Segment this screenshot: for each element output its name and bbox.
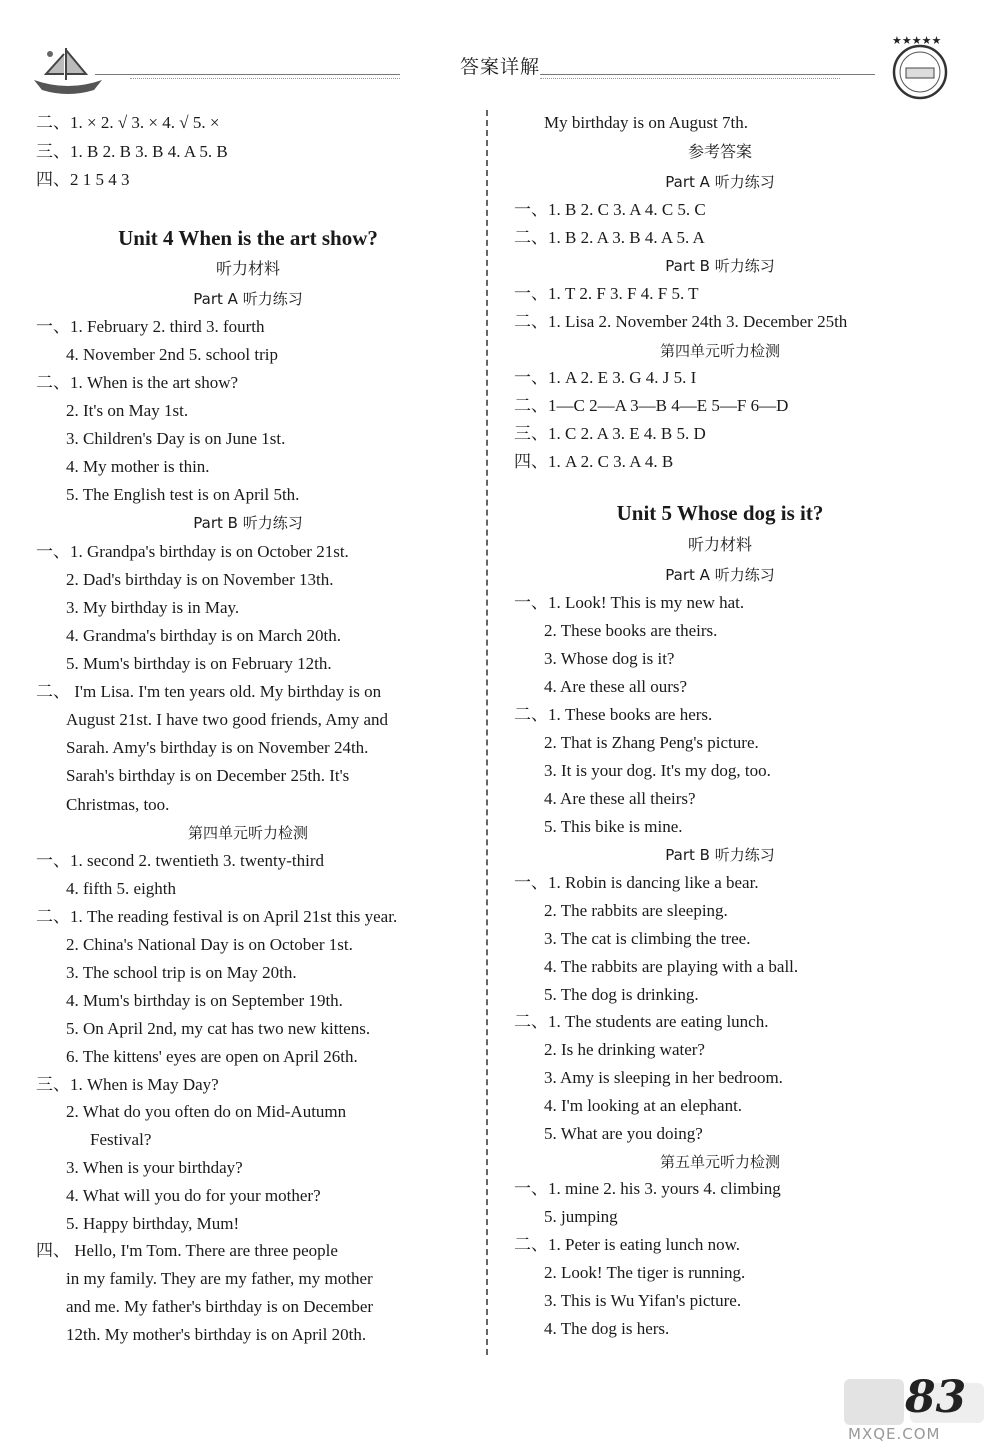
- left-text-line: 3. When is your birthday?: [66, 1158, 243, 1177]
- right-text-line: Part B 听力练习: [665, 846, 775, 864]
- svg-text:★★★★★: ★★★★★: [892, 35, 942, 47]
- left-text-line: Sarah. Amy's birthday is on November 24th.: [66, 738, 369, 757]
- left-text-line: 12th. My mother's birthday is on April 20th.: [66, 1325, 367, 1344]
- right-text-line: 一、1. B 2. C 3. A 4. C 5. C: [514, 200, 706, 219]
- right-text-line: 3. This is Wu Yifan's picture.: [544, 1291, 742, 1310]
- left-text-line: 5. Happy birthday, Mum!: [66, 1214, 240, 1233]
- right-text-line: Part A 听力练习: [665, 173, 775, 191]
- left-text-line: 听力材料: [215, 259, 280, 278]
- left-text-line: 第四单元听力检测: [187, 824, 308, 842]
- right-text-line: 2. Look! The tiger is running.: [544, 1263, 746, 1282]
- left-text-line: 四、2 1 5 4 3: [36, 170, 130, 189]
- page-number: 83: [905, 1372, 967, 1423]
- right-text-line: 一、1. Look! This is my new hat.: [514, 593, 745, 612]
- right-text-line: 第五单元听力检测: [659, 1153, 780, 1171]
- right-text-line: 3. Amy is sleeping in her bedroom.: [544, 1068, 783, 1087]
- left-text-line: 4. Grandma's birthday is on March 20th.: [66, 626, 342, 645]
- right-text-line: 4. Are these all theirs?: [544, 789, 696, 808]
- right-text-line: 2. The rabbits are sleeping.: [544, 901, 728, 920]
- right-text-line: 第四单元听力检测: [659, 342, 780, 360]
- right-text-line: 二、1. Lisa 2. November 24th 3. December 25th: [514, 312, 848, 331]
- left-text-line: Unit 4 When is the art show?: [118, 226, 378, 250]
- left-text-line: 2. It's on May 1st.: [66, 401, 189, 420]
- left-text-line: Festival?: [90, 1130, 152, 1149]
- left-text-line: Christmas, too.: [66, 795, 170, 814]
- right-text-line: 一、1. mine 2. his 3. yours 4. climbing: [514, 1179, 781, 1198]
- right-text-line: My birthday is on August 7th.: [544, 113, 749, 132]
- right-text-line: Part A 听力练习: [665, 566, 775, 584]
- left-text-line: Part A 听力练习: [193, 290, 303, 308]
- left-text-line: 一、1. February 2. third 3. fourth: [36, 317, 265, 336]
- right-text-line: Part B 听力练习: [665, 257, 775, 275]
- right-text-line: 3. The cat is climbing the tree.: [544, 929, 751, 948]
- right-text-line: 一、1. A 2. E 3. G 4. J 5. I: [514, 368, 697, 387]
- right-text-line: 4. I'm looking at an elephant.: [544, 1096, 743, 1115]
- left-text-line: 二、1. × 2. √ 3. × 4. √ 5. ×: [36, 113, 220, 132]
- left-text-line: 二、1. The reading festival is on April 21st this year.: [36, 907, 398, 926]
- left-text-line: 5. On April 2nd, my cat has two new kittens.: [66, 1019, 371, 1038]
- left-text-line: 3. Children's Day is on June 1st.: [66, 429, 286, 448]
- right-text-line: 四、1. A 2. C 3. A 4. B: [514, 452, 674, 471]
- left-text-line: 一、1. second 2. twentieth 3. twenty-third: [36, 851, 325, 870]
- right-text-line: 4. The rabbits are playing with a ball.: [544, 957, 799, 976]
- left-text-line: 2. Dad's birthday is on November 13th.: [66, 570, 334, 589]
- left-text-line: 5. The English test is on April 5th.: [66, 485, 300, 504]
- right-text-line: 5. This bike is mine.: [544, 817, 683, 836]
- right-text-line: 2. That is Zhang Peng's picture.: [544, 733, 759, 752]
- right-text-line: 二、1. These books are hers.: [514, 705, 713, 724]
- left-text-line: and me. My father's birthday is on December: [66, 1297, 374, 1316]
- header-rule-right-dotted: [540, 78, 840, 79]
- right-text-line: 参考答案: [687, 142, 752, 161]
- left-text-line: 4. fifth 5. eighth: [66, 879, 177, 898]
- left-text-line: 四、 Hello, I'm Tom. There are three people: [36, 1241, 338, 1260]
- page-header: [0, 0, 1000, 100]
- right-text-line: 5. jumping: [544, 1207, 618, 1226]
- left-text-line: 二、1. When is the art show?: [36, 373, 239, 392]
- left-text-line: 4. My mother is thin.: [66, 457, 210, 476]
- right-text-line: 2. Is he drinking water?: [544, 1040, 705, 1059]
- left-text-line: 4. November 2nd 5. school trip: [66, 345, 278, 364]
- left-text-line: in my family. They are my father, my mother: [66, 1269, 373, 1288]
- left-text-line: 2. What do you often do on Mid-Autumn: [66, 1102, 347, 1121]
- right-text-line: 一、1. Robin is dancing like a bear.: [514, 873, 759, 892]
- left-text-line: 4. What will you do for your mother?: [66, 1186, 321, 1205]
- left-text-line: 6. The kittens' eyes are open on April 26th.: [66, 1047, 358, 1066]
- right-text-line: 3. It is your dog. It's my dog, too.: [544, 761, 771, 780]
- right-text-line: 3. Whose dog is it?: [544, 649, 675, 668]
- right-text-line: 三、1. C 2. A 3. E 4. B 5. D: [514, 424, 706, 443]
- left-text-line: August 21st. I have two good friends, Amy and: [66, 710, 389, 729]
- brand-seal-icon: [870, 30, 966, 100]
- right-text-line: 2. These books are theirs.: [544, 621, 718, 640]
- right-text-line: 4. The dog is hers.: [544, 1319, 670, 1338]
- left-text-line: Part B 听力练习: [193, 514, 303, 532]
- left-text-line: 三、1. When is May Day?: [36, 1075, 219, 1094]
- left-text-line: 三、1. B 2. B 3. B 4. A 5. B: [36, 142, 228, 161]
- right-text-line: 4. Are these all ours?: [544, 677, 688, 696]
- right-text-line: 二、1. The students are eating lunch.: [514, 1012, 769, 1031]
- right-text-line: 二、1—C 2—A 3—B 4—E 5—F 6—D: [514, 396, 789, 415]
- left-text-line: 二、 I'm Lisa. I'm ten years old. My birthday is on: [36, 682, 382, 701]
- right-text-line: Unit 5 Whose dog is it?: [616, 501, 824, 525]
- left-text-line: 3. My birthday is in May.: [66, 598, 240, 617]
- header-title: 答案详解: [459, 56, 540, 78]
- right-text-line: 二、1. Peter is eating lunch now.: [514, 1235, 740, 1254]
- watermark-text: MXQE.COM: [848, 1425, 941, 1443]
- left-text-line: 3. The school trip is on May 20th.: [66, 963, 297, 982]
- right-text-line: 5. What are you doing?: [544, 1124, 703, 1143]
- left-text-line: 5. Mum's birthday is on February 12th.: [66, 654, 332, 673]
- left-text-line: 4. Mum's birthday is on September 19th.: [66, 991, 343, 1010]
- header-rule-right: [540, 74, 875, 75]
- left-text-line: 一、1. Grandpa's birthday is on October 21st.: [36, 542, 349, 561]
- left-text-line: 2. China's National Day is on October 1st.: [66, 935, 353, 954]
- right-text-line: 5. The dog is drinking.: [544, 985, 699, 1004]
- right-text-line: 二、1. B 2. A 3. B 4. A 5. A: [514, 228, 705, 247]
- column-divider: [486, 110, 488, 1355]
- right-text-line: 一、1. T 2. F 3. F 4. F 5. T: [514, 284, 699, 303]
- left-text-line: Sarah's birthday is on December 25th. It's: [66, 766, 350, 785]
- right-text-line: 听力材料: [687, 535, 752, 554]
